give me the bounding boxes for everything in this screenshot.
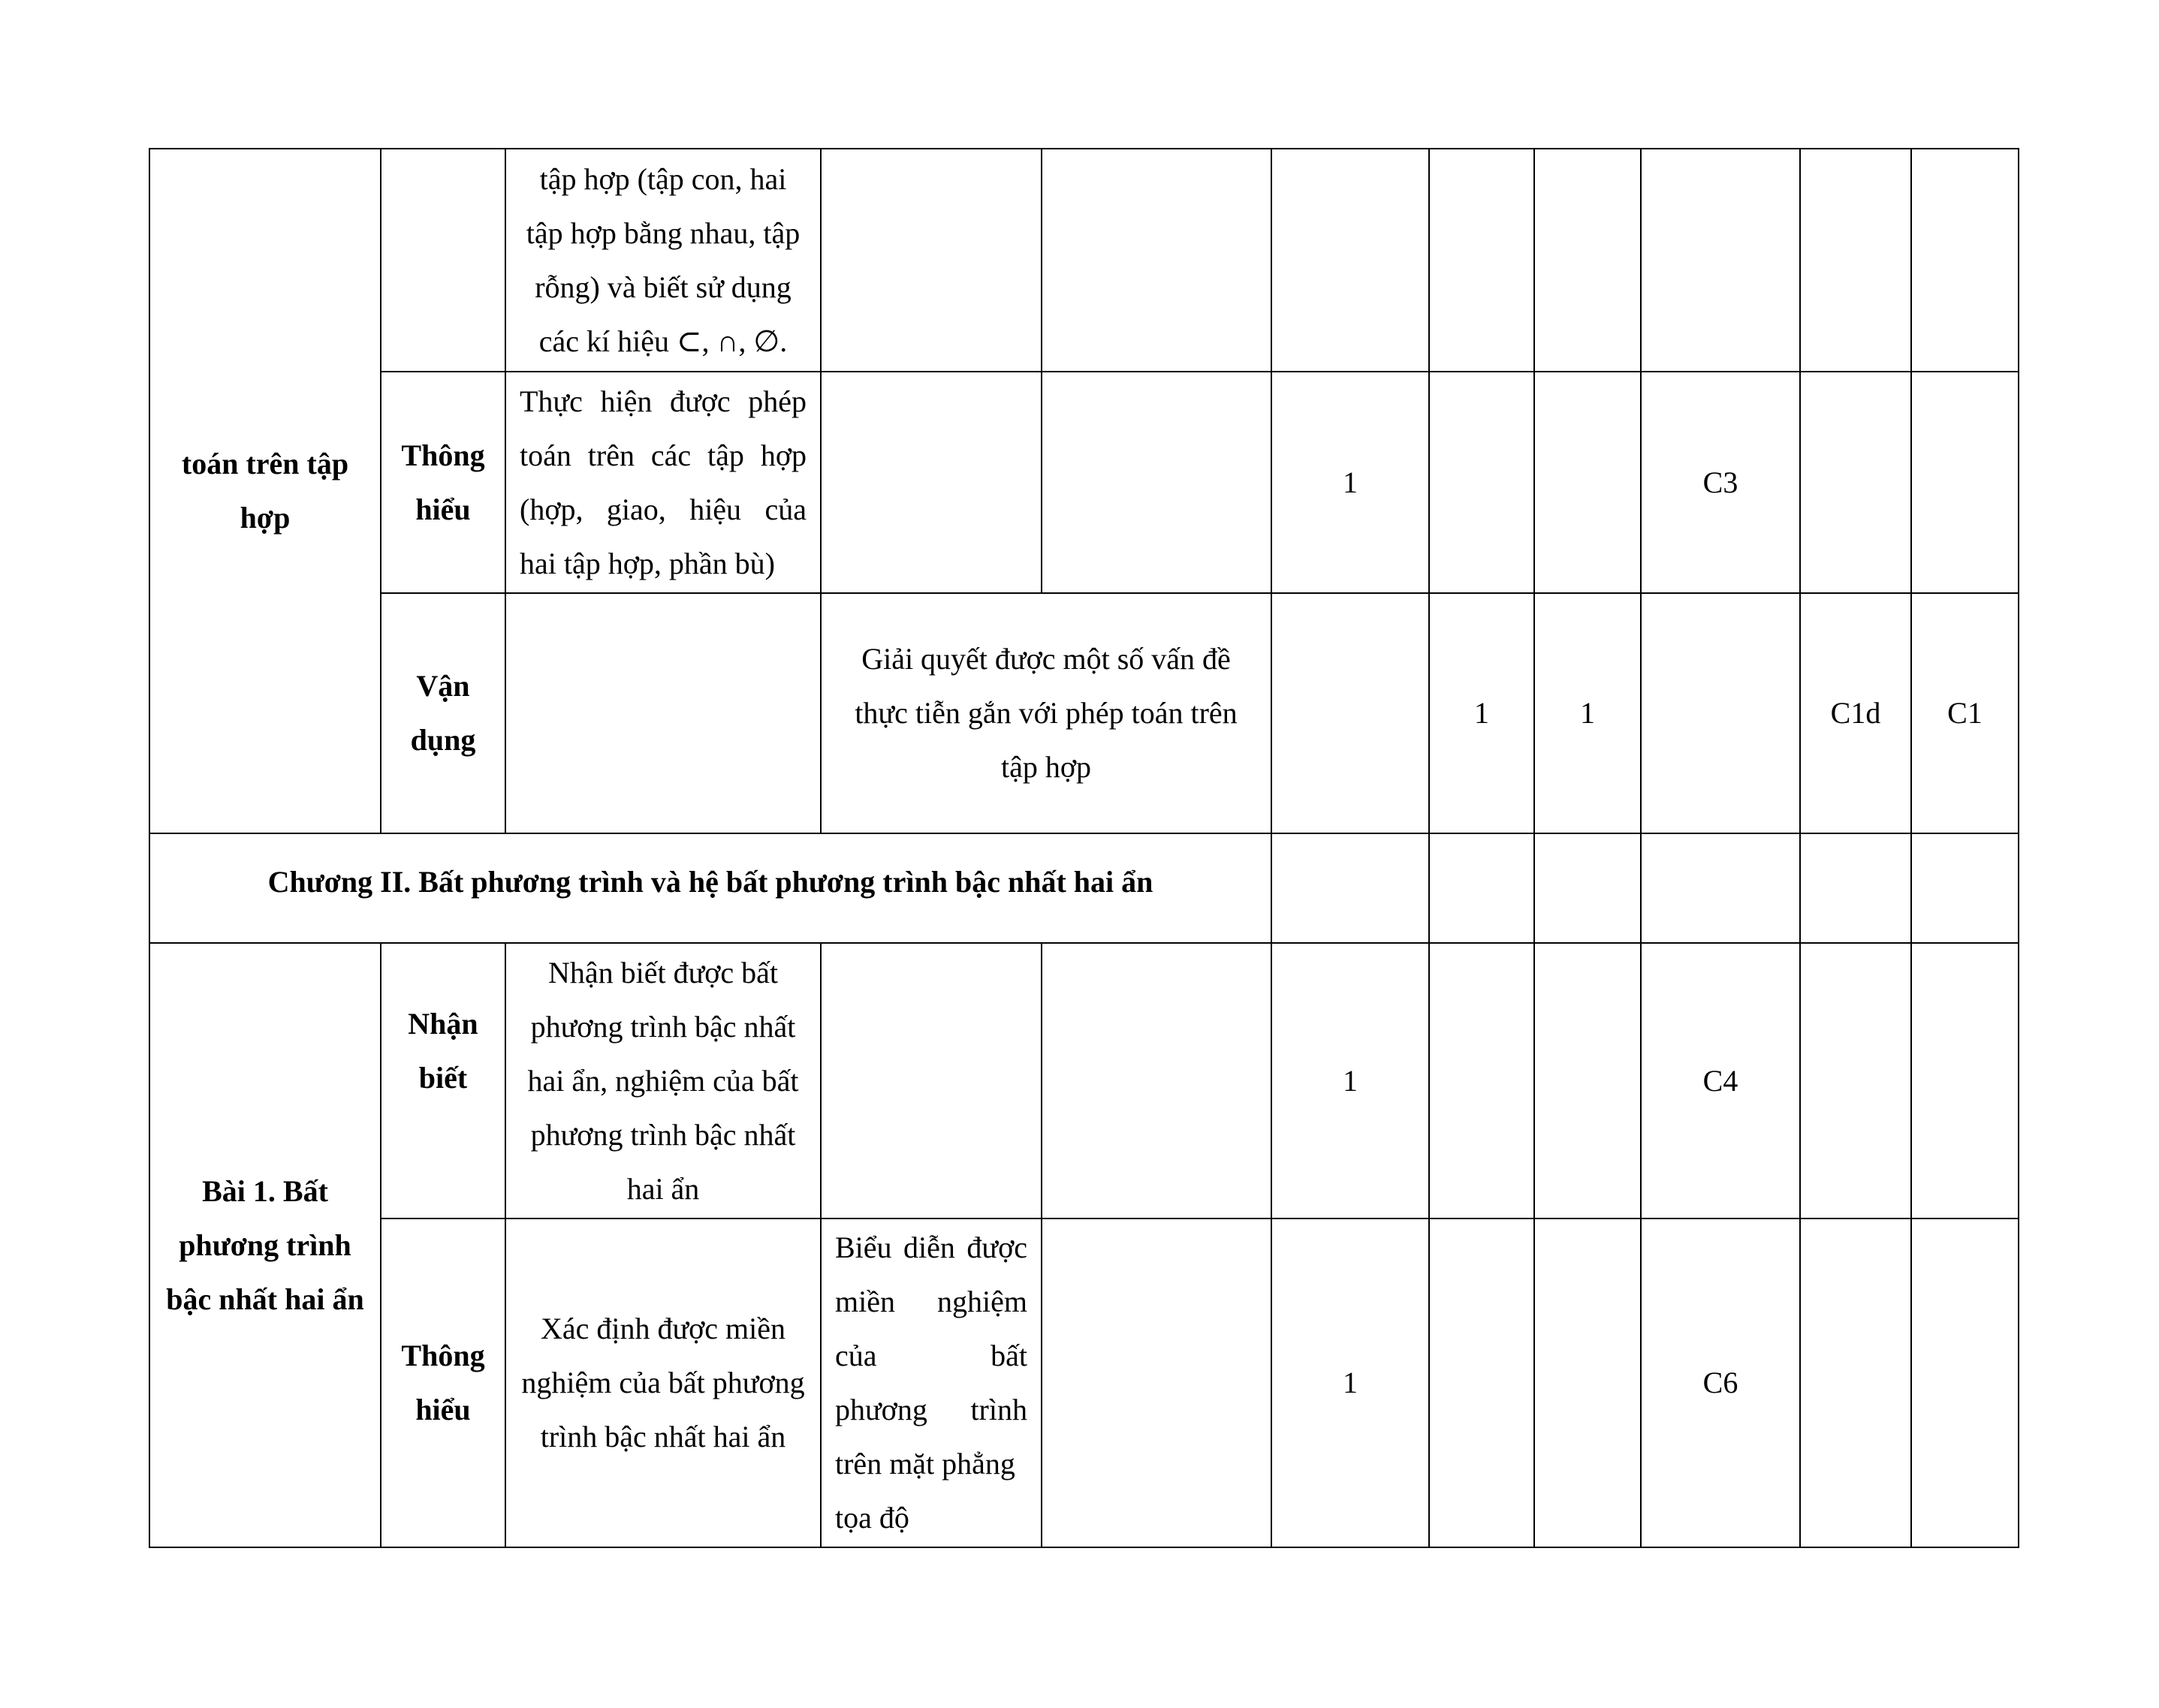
level-cell: Thông hiểu (381, 1218, 505, 1547)
knowledge-cell: Nhận biết được bất phương trình bậc nhất hai ẩn, nghiệm của bất phương trình bậc nhất hai ẩn (505, 943, 821, 1218)
count-cell (1534, 833, 1641, 943)
count-cell: 1 (1271, 1218, 1429, 1547)
count-cell (1429, 833, 1534, 943)
code-cell (1911, 372, 2019, 593)
chapter-heading: Chương II. Bất phương trình và hệ bất phương trình bậc nhất hai ẩn (149, 833, 1271, 943)
application-cell (1042, 943, 1271, 1218)
code-cell (1641, 833, 1800, 943)
knowledge-cell (505, 593, 821, 833)
code-cell (1641, 149, 1800, 372)
comprehension-line: phương trình (835, 1393, 1027, 1426)
code-cell (1911, 149, 2019, 372)
count-cell (1429, 149, 1534, 372)
count-cell (1271, 833, 1429, 943)
count-cell: 1 (1271, 943, 1429, 1218)
count-cell: 1 (1271, 372, 1429, 593)
code-cell: C3 (1641, 372, 1800, 593)
topic-cell: Bài 1. Bất phương trình bậc nhất hai ẩn (149, 943, 381, 1547)
knowledge-line: hai tập hợp, phần bù) (520, 546, 775, 580)
code-cell (1641, 593, 1800, 833)
code-cell (1911, 833, 2019, 943)
count-cell (1429, 943, 1534, 1218)
count-cell (1534, 372, 1641, 593)
code-cell (1800, 372, 1911, 593)
knowledge-line: (hợp, giao, hiệu của (520, 492, 807, 526)
knowledge-cell: Xác định được miền nghiệm của bất phương trình bậc nhất hai ẩn (505, 1218, 821, 1547)
comprehension-line: trên mặt phẳng (835, 1447, 1015, 1481)
count-cell: 1 (1429, 593, 1534, 833)
code-cell: C4 (1641, 943, 1800, 1218)
count-cell (1534, 149, 1641, 372)
table-row (149, 1218, 2019, 1547)
knowledge-line: Thực hiện được phép (520, 384, 807, 418)
count-cell (1534, 1218, 1641, 1547)
knowledge-cell (505, 372, 821, 593)
comprehension-cell (821, 943, 1042, 1218)
application-cell (1042, 149, 1271, 372)
comprehension-line: Biểu diễn được (835, 1231, 1027, 1264)
application-cell (1042, 1218, 1271, 1547)
code-cell (1800, 833, 1911, 943)
assessment-matrix-table (149, 148, 2019, 1548)
comprehension-line: tọa độ (835, 1501, 909, 1535)
table-row (149, 372, 2019, 593)
code-cell: C1 (1911, 593, 2019, 833)
table-row (149, 833, 2019, 943)
comprehension-cell (821, 1218, 1042, 1547)
count-cell (1534, 943, 1641, 1218)
table-row (149, 593, 2019, 833)
comprehension-line: của bất (835, 1339, 1027, 1372)
code-cell: C1d (1800, 593, 1911, 833)
count-cell (1429, 1218, 1534, 1547)
code-cell (1800, 149, 1911, 372)
code-cell (1911, 943, 2019, 1218)
code-cell (1911, 1218, 2019, 1547)
table-row (149, 149, 2019, 372)
topic-cell: toán trên tập hợp (149, 149, 381, 833)
level-cell: Thông hiểu (381, 372, 505, 593)
count-cell: 1 (1534, 593, 1641, 833)
level-cell: Nhận biết (381, 943, 505, 1218)
count-cell (1271, 149, 1429, 372)
code-cell (1800, 1218, 1911, 1547)
knowledge-cell: tập hợp (tập con, hai tập hợp bằng nhau, tập rỗng) và biết sử dụng các kí hiệu ⊂, ∩, ∅. (505, 149, 821, 372)
code-cell (1800, 943, 1911, 1218)
comprehension-line: miền nghiệm (835, 1285, 1027, 1318)
knowledge-line: toán trên các tập hợp (520, 438, 807, 472)
table-row (149, 943, 2019, 1218)
level-cell: Vận dụng (381, 593, 505, 833)
comprehension-cell (821, 149, 1042, 372)
comprehension-cell (821, 372, 1042, 593)
level-cell (381, 149, 505, 372)
count-cell (1271, 593, 1429, 833)
count-cell (1429, 372, 1534, 593)
code-cell: C6 (1641, 1218, 1800, 1547)
application-cell (1042, 372, 1271, 593)
application-cell: Giải quyết được một số vấn đề thực tiễn gắn với phép toán trên tập hợp (821, 593, 1271, 833)
